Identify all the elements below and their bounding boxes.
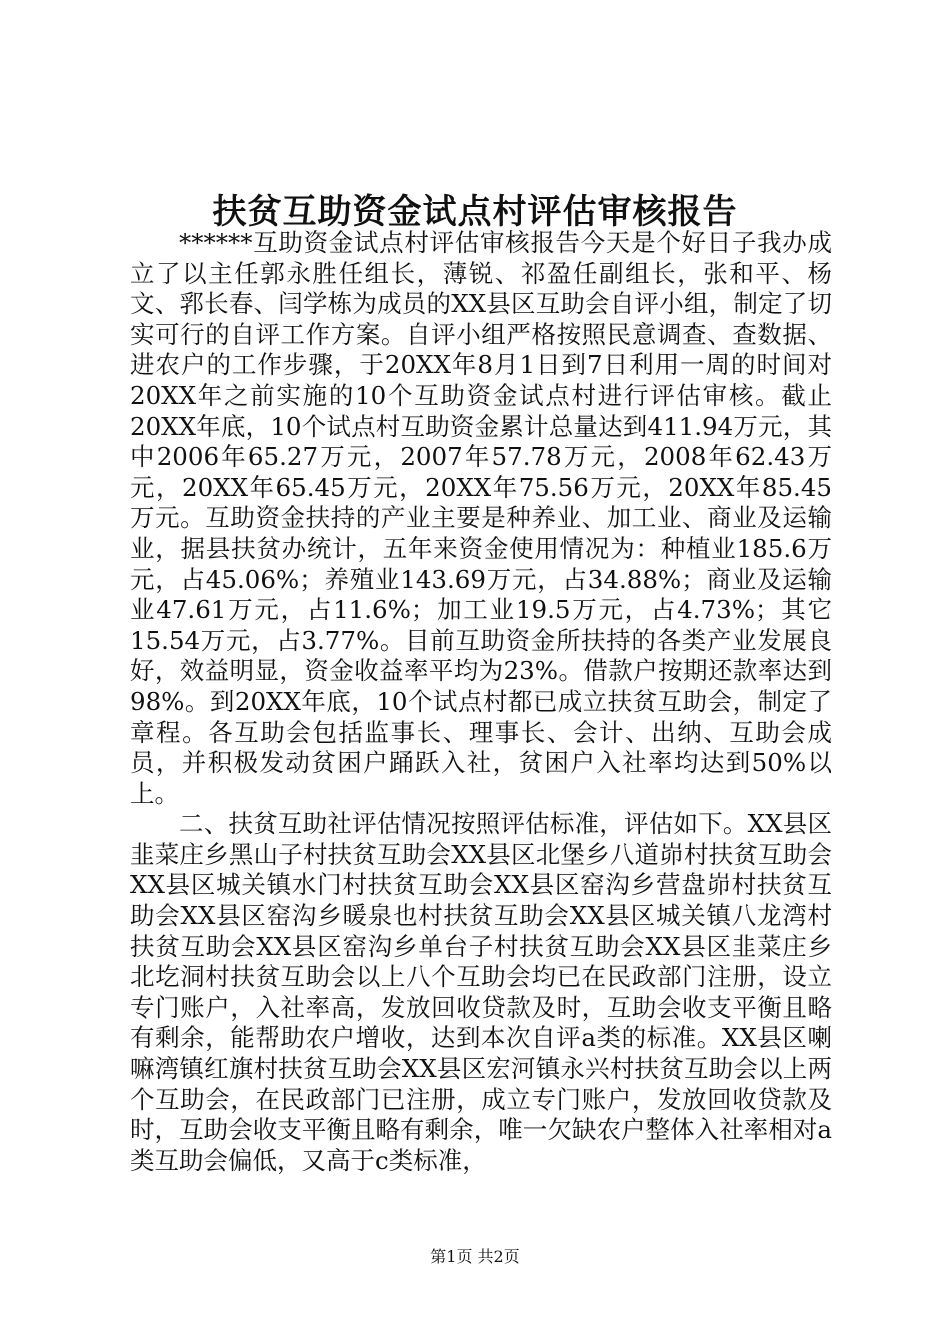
page-footer: 第1页 共2页 <box>430 1247 520 1266</box>
paragraph-1: ******互助资金试点村评估审核报告今天是个好日子我办成立了以主任郭永胜任组长，薄锐、祁盈任副组长，张和平、杨文、郛长春、闫学栋为成员的XX县区互助会自评小组，制定了切实可行的自评工作方案。自评小组严格按照民意调查、查数据、进农户的工作步骤，于20XX年8月1日到7日利用一周的时间对20XX年之前实施的10个互助资金试点村进行评估审核。截止20XX年底，10个试点村互助资金累计总量达到411.94万元，其中2006年65.27万元，2007年57.78万元，2008年62.43万元，20XX年65.45万元，20XX年75.56万元，20XX年85.45万元。互助资金扶持的产业主要是种养业、加工业、商业及运输业，据县扶贫办统计，五年来资金使用情况为：种植业185.6万元，占45.06%；养殖业143.69万元，占34.88%；商业及运输业47.61万元，占11.6%；加工业19.5万元，占4.73%；其它15.54万元，占3.77%。目前互助资金所扶持的各类产业发展良好，效益明显，资金收益率平均为23%。借款户按期还款率达到98%。到20XX年底，10个试点村都已成立扶贫互助会，制定了章程。各互助会包括监事长、理事长、会计、出纳、互助会成员，并积极发动贫困户踊跃入社，贫困户入社率均达到50%以上。 <box>130 228 832 808</box>
paragraph-2: 二、扶贫互助社评估情况按照评估标准，评估如下。XX县区韭菜庄乡黑山子村扶贫互助会XX县区北堡乡八道峁村扶贫互助会XX县区城关镇水门村扶贫互助会XX县区窑沟乡营盘峁村扶贫互助会XX县区窑沟乡暖泉也村扶贫互助会XX县区城关镇八龙湾村扶贫互助会XX县区窑沟乡单台子村扶贫互助会XX县区韭菜庄乡北圪洞村扶贫互助会以上八个互助会均已在民政部门注册，设立专门账户，入社率高，发放回收贷款及时，互助会收支平衡且略有剩余，能帮助农户增收，达到本次自评a类的标准。XX县区喇嘛湾镇红旗村扶贫互助会XX县区宏河镇永兴村扶贫互助会以上两个互助会，在民政部门已注册，成立专门账户，发放回收贷款及时，互助会收支平衡且略有剩余，唯一欠缺农户整体入社率相对a类互助会偏低，又高于c类标准， <box>130 809 832 1175</box>
document-title: 扶贫互助资金试点村评估审核报告 <box>212 192 738 232</box>
document-body <box>130 228 832 1176</box>
